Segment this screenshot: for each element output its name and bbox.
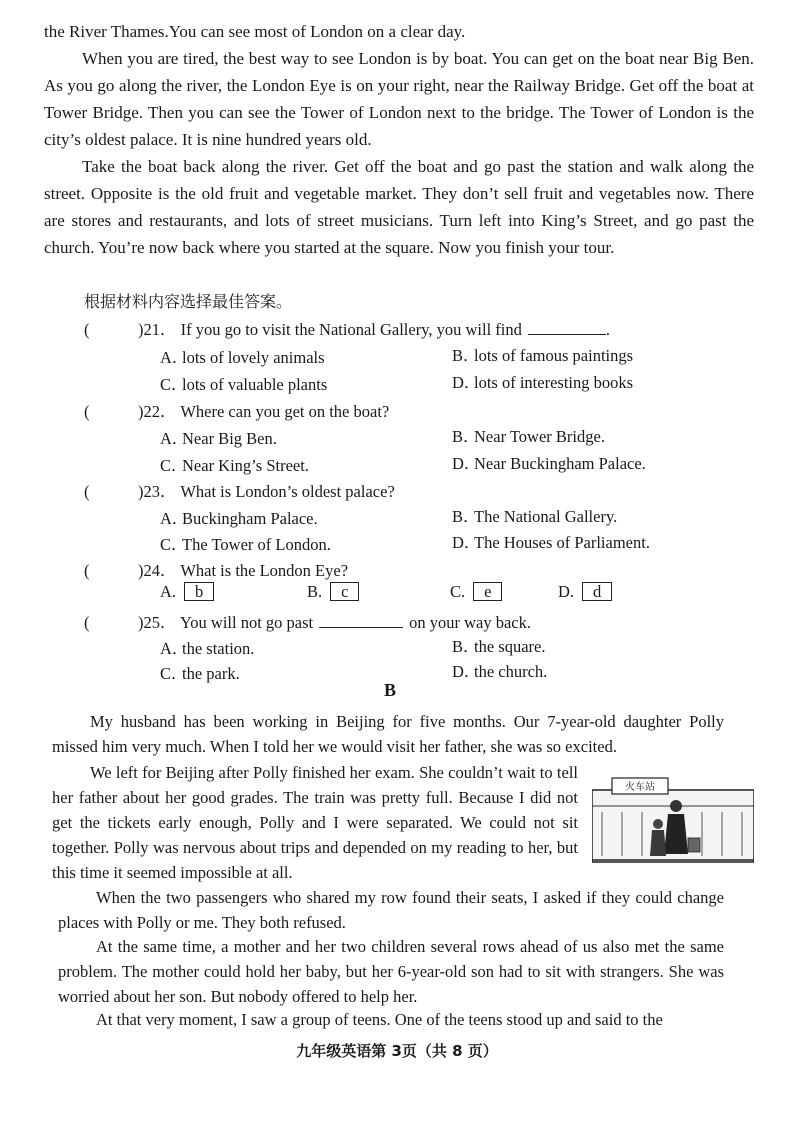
passage-b-paragraph-3: When the two passengers who shared my row found their seats, I asked if they could change places with Polly or me. They both refused.: [58, 888, 724, 932]
passage-b-paragraph-1: My husband has been working in Beijing for five months. Our 7-year-old daughter Polly missed him very much. When I told her we would visit her father, she was so excited.: [52, 712, 724, 756]
page-footer: 九年级英语第 3页（共 8 页）: [296, 1042, 498, 1060]
option-25-c[interactable]: C．the park.: [160, 664, 240, 683]
option-24-c[interactable]: C. e: [450, 582, 502, 602]
question-21: ( )21． If you go to visit the National Gallery, you will find .: [84, 320, 610, 339]
option-21-d[interactable]: D．lots of interesting books: [452, 373, 634, 392]
option-22-c[interactable]: C．Near King’s Street.: [160, 456, 309, 475]
option-24-b[interactable]: B. c: [307, 582, 359, 602]
train-station-illustration: [592, 776, 754, 864]
option-23-a[interactable]: A．Buckingham Palace.: [160, 509, 318, 528]
passage-b-paragraph-2: We left for Beijing after Polly finished her exam. She couldn’t wait to tell her father about her good grades. The train was pretty full. Because I did not get the tickets early enough, Polly and I were separated. We could not sit together. Polly was nervous about trips and depended on my reading to her, but this time it seemed impossible at all.: [52, 763, 578, 882]
section-b-heading: B: [384, 680, 397, 700]
question-23: ( )23． What is London’s oldest palace?: [84, 482, 395, 501]
question-25: ( )25． You will not go past on your way back.: [84, 613, 532, 632]
option-22-d[interactable]: D．Near Buckingham Palace.: [452, 454, 646, 473]
option-21-b[interactable]: B．lots of famous paintings: [452, 346, 634, 365]
station-sign-text: 火车站: [625, 782, 655, 793]
option-23-c[interactable]: C．The Tower of London.: [160, 535, 331, 554]
option-25-d[interactable]: D．the church.: [452, 662, 548, 681]
option-23-d[interactable]: D．The Houses of Parliament.: [452, 533, 650, 552]
option-25-a[interactable]: A．the station.: [160, 639, 255, 658]
option-22-a[interactable]: A．Near Big Ben.: [160, 429, 277, 448]
picture-box-c: c: [330, 582, 359, 601]
picture-box-d: d: [582, 582, 612, 601]
option-23-b[interactable]: B．The National Gallery.: [452, 507, 618, 526]
passage-b-paragraph-4: At the same time, a mother and her two children several rows ahead of us also met the same problem. The mother could hold her baby, but her 6-year-old son had to sit with strangers. She was worried about her son. But nobody offered to help her.: [58, 937, 724, 1006]
answer-blank: [528, 322, 606, 335]
option-21-c[interactable]: C．lots of valuable plants: [160, 375, 328, 394]
passage-a-fragment: the River Thames.You can see most of London on a clear day.: [44, 22, 466, 41]
option-24-a[interactable]: A. b: [160, 582, 214, 602]
picture-box-e: e: [473, 582, 502, 601]
passage-b-paragraph-5: At that very moment, I saw a group of teens. One of the teens stood up and said to the: [96, 1010, 663, 1029]
option-22-b[interactable]: B．Near Tower Bridge.: [452, 427, 605, 446]
question-24: ( )24． What is the London Eye?: [84, 561, 349, 580]
option-24-d[interactable]: D. d: [558, 582, 612, 602]
option-21-a[interactable]: A．lots of lovely animals: [160, 348, 325, 367]
passage-a-paragraph-return: Take the boat back along the river. Get off the boat and go past the station and walk along the street. Opposite is the old fruit and vegetable market. They don’t sell fruit and vegetables now. There are stores and restaurants, and lots of street musicians. Turn left into King’s Street, and go past the church. You’re now back where you started at the square. Now you finish your tour.: [44, 157, 754, 257]
passage-a-paragraph-boat: When you are tired, the best way to see London is by boat. You can get on the boat near Big Ben. As you go along the river, the London Eye is on your right, near the Railway Bridge. Get off the boat at Tower Bridge. Then you can see the Tower of London next to the bridge. The Tower of London is the city’s oldest palace. It is nine hundred years old.: [44, 49, 754, 149]
option-25-b[interactable]: B．the square.: [452, 637, 546, 656]
instruction: 根据材料内容选择最佳答案。: [84, 292, 293, 311]
question-22: ( )22． Where can you get on the boat?: [84, 402, 390, 421]
answer-blank: [319, 615, 403, 628]
picture-box-b: b: [184, 582, 214, 601]
